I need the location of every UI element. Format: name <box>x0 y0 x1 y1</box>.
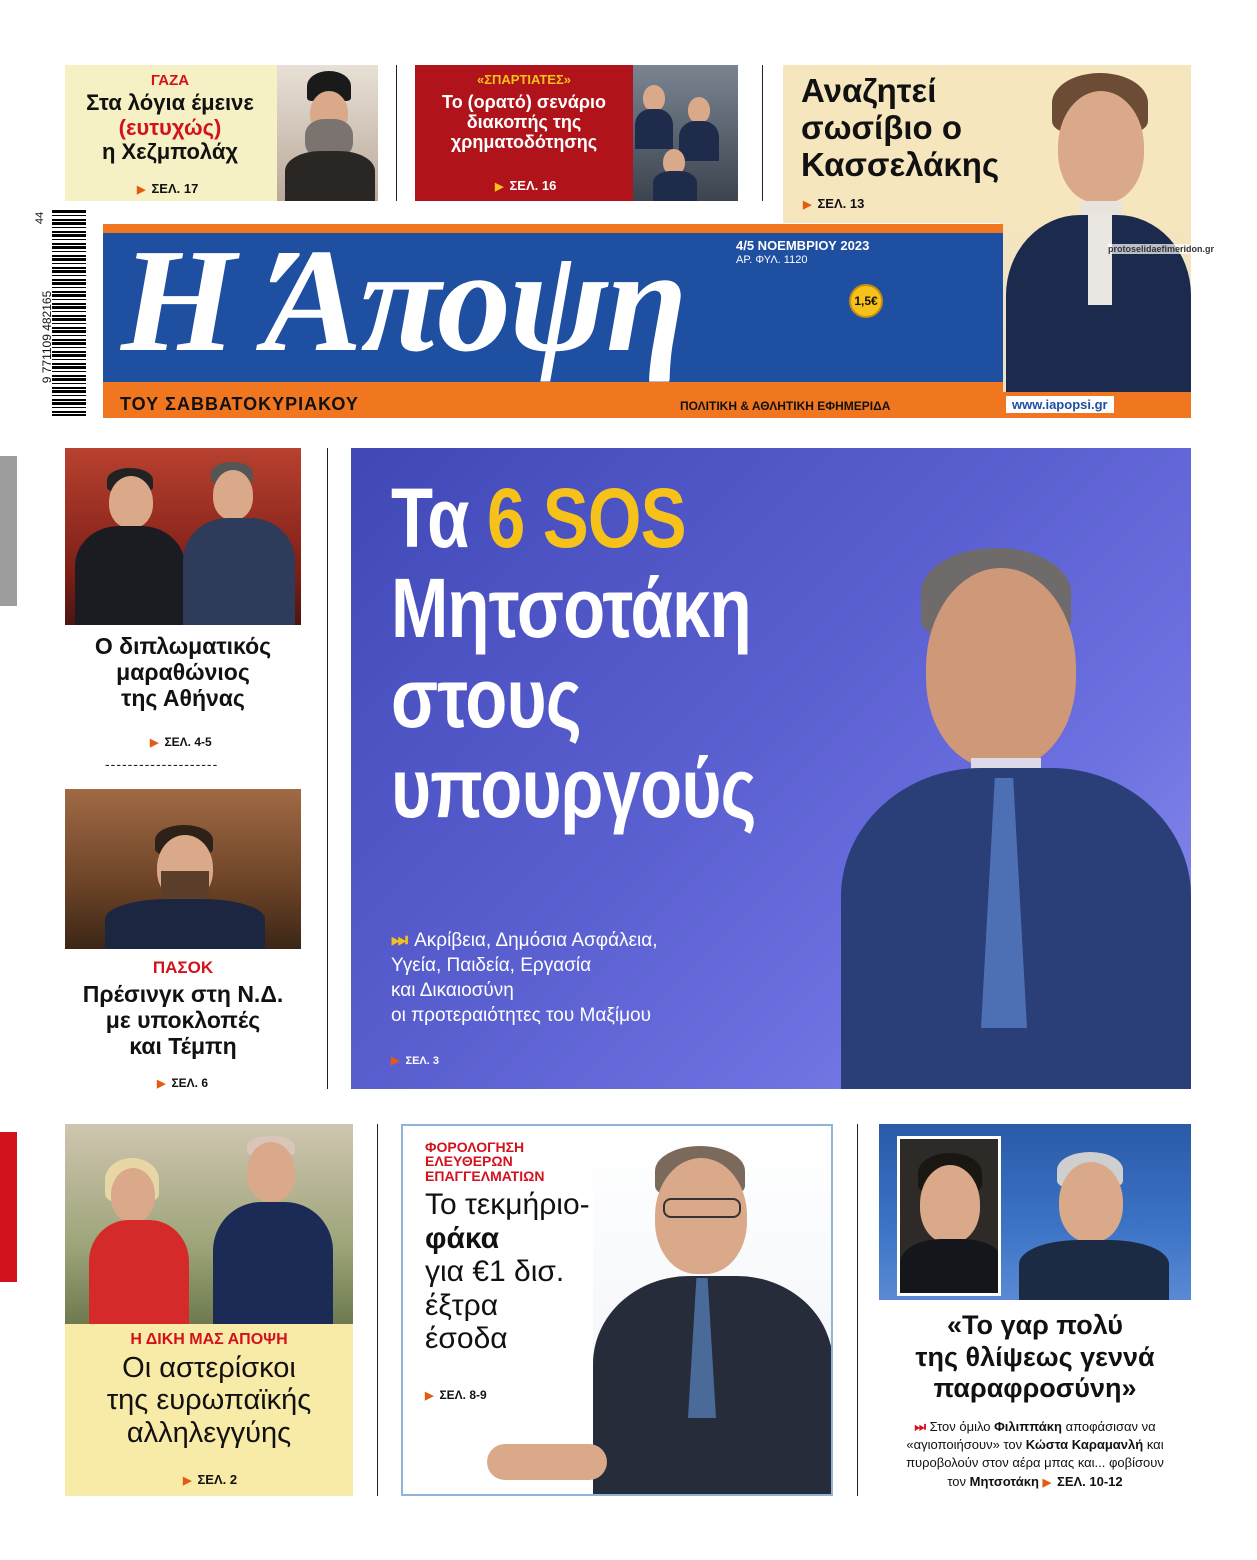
kasselakis-photo <box>1000 65 1191 416</box>
spartiates-line2: διακοπής της <box>466 112 582 133</box>
arrow-icon: ▶ <box>391 1055 400 1067</box>
masthead-subtitle: ΤΟΥ ΣΑΒΒΑΤΟΚΥΡΙΑΚΟΥ <box>120 394 359 414</box>
tax-page-ref[interactable]: ▶ ΣΕΛ. 8-9 <box>425 1388 487 1402</box>
opinion-kicker: Η ΔΙΚΗ ΜΑΣ ΑΠΟΨΗ <box>130 1331 288 1348</box>
kasselakis-line1: Αναζητεί <box>801 72 937 109</box>
story-tax[interactable] <box>401 1124 833 1496</box>
main-sub2: Υγεία, Παιδεία, Εργασία <box>391 955 592 977</box>
side-tab-grey <box>0 456 17 606</box>
karamanlis-page-ref[interactable]: ▶ ΣΕΛ. 10-12 <box>1042 1473 1123 1489</box>
arrow-icon: ▶ <box>157 1078 166 1090</box>
column-divider <box>327 448 328 1089</box>
pasok-line3: και Τέμπη <box>129 1032 237 1059</box>
main-line2: Μητσοτάκη <box>391 560 751 655</box>
story-spartiates[interactable] <box>415 65 738 201</box>
main-story[interactable] <box>351 448 1191 1089</box>
arrow-icon: ▶ <box>425 1390 434 1402</box>
story-opinion[interactable] <box>65 1324 353 1496</box>
diplomatic-line3: της Αθήνας <box>121 684 245 711</box>
barcode-top: 44 <box>34 211 47 225</box>
section-divider: -------------------- <box>105 756 219 772</box>
column-divider <box>857 1124 858 1496</box>
vonderleyen-mickoski-photo <box>65 1124 353 1324</box>
gaza-line1: Στα λόγια έμεινε <box>86 90 254 115</box>
masthead <box>103 219 1003 392</box>
opinion-line1: Οι αστερίσκοι <box>122 1352 296 1384</box>
tax-line3: για €1 δισ. <box>425 1255 565 1289</box>
pasok-line1: Πρέσινγκ στη Ν.Δ. <box>82 981 284 1007</box>
barcode-bars <box>52 210 86 416</box>
gaza-page-ref[interactable]: ▶ ΣΕΛ. 17 <box>137 181 199 196</box>
karamanlis-body: ⏭ Στον όμιλο Φιλιππάκη αποφάσισαν να «αγιοποιήσουν» τον Κώστα Καραμανλή και πυροβολούν στον αέρα μπας και... φοβίσουν τον Μητσοτάκη ▶ ΣΕΛ. 10-12 <box>906 1419 1164 1489</box>
hand-shape <box>487 1444 607 1480</box>
arrow-icon: ▶ <box>183 1475 192 1487</box>
main-line3: στους <box>391 650 581 745</box>
arrow-icon: ▶ <box>803 199 812 211</box>
tax-kicker2: ΕΛΕΥΘΕΡΩΝ <box>425 1153 513 1170</box>
gaza-line2: (ευτυχώς) <box>118 114 222 140</box>
kasselakis-line3: Κασσελάκης <box>801 145 1000 183</box>
tax-line5: έσοδα <box>425 1322 508 1356</box>
double-arrow-icon: ⏭ <box>391 930 409 951</box>
opinion-line3: αλληλεγγύης <box>126 1416 292 1449</box>
column-divider <box>762 65 763 201</box>
arrow-icon: ▶ <box>137 184 146 196</box>
arrow-icon: ▶ <box>150 737 159 749</box>
main-line1: Τα 6 SOS <box>391 471 686 565</box>
price-badge: 1,5€ <box>849 284 883 318</box>
column-divider <box>377 1124 378 1496</box>
diplomatic-page-ref[interactable]: ▶ ΣΕΛ. 4-5 <box>150 735 212 749</box>
tax-kicker1: ΦΟΡΟΛΟΓΗΣΗ <box>425 1139 525 1155</box>
main-sub1: Ακρίβεια, Δημόσια Ασφάλεια, <box>414 930 658 951</box>
opinion-line2: της ευρωπαϊκής <box>106 1384 312 1417</box>
side-tab-red <box>0 1132 17 1282</box>
watermark: protoselidaefimeridon.gr <box>1108 244 1215 254</box>
pasok-kicker: ΠΑΣΟΚ <box>152 958 214 977</box>
main-page-ref[interactable]: ▶ ΣΕΛ. 3 <box>391 1055 439 1067</box>
spartiates-page-ref[interactable]: ▶ ΣΕΛ. 16 <box>495 178 557 193</box>
kasselakis-page-ref[interactable]: ▶ ΣΕΛ. 13 <box>803 196 865 211</box>
column-divider <box>396 65 397 201</box>
double-arrow-icon: ⏭ <box>914 1419 930 1434</box>
pasok-line2: με υποκλοπές <box>105 1006 261 1033</box>
mitsotakis-photo <box>801 448 1191 1089</box>
karamanlis-line2: της θλίψεως γεννά <box>915 1341 1155 1372</box>
story-gaza[interactable] <box>65 65 378 201</box>
gaza-line3: η Χεζμπολάχ <box>101 139 239 165</box>
tax-line1: Το τεκμήριο- <box>425 1188 590 1221</box>
website-link[interactable]: www.iapopsi.gr <box>1006 396 1114 413</box>
main-line4: υπουργούς <box>391 740 756 835</box>
diplomatic-line1: Ο διπλωματικός <box>94 633 272 659</box>
masthead-date: 4/5 ΝΟΕΜΒΡΙΟΥ 2023 <box>736 238 870 253</box>
kasselakis-line2: σωσίβιο ο <box>801 108 962 146</box>
karamanlis-photo <box>879 1124 1191 1300</box>
karamanlis-line3: παραφροσύνη» <box>933 1373 1137 1404</box>
barcode-number: 9 771109 482165 <box>40 290 54 384</box>
diplomatic-line2: μαραθώνιος <box>116 658 250 685</box>
tax-line4: έξτρα <box>425 1288 499 1322</box>
xi-mitsotakis-photo <box>65 448 301 625</box>
spartiates-kicker: «ΣΠΑΡΤΙΑΤΕΣ» <box>477 72 571 87</box>
androulakis-photo <box>65 789 301 949</box>
masthead-title: Η Άποψη <box>121 219 686 383</box>
karamanlis-line1: «Το γαρ πολύ <box>946 1310 1124 1340</box>
arrow-icon: ▶ <box>495 181 504 193</box>
spartiates-line1: Το (ορατό) σενάριο <box>442 92 606 112</box>
hatzidakis-photo <box>593 1126 833 1496</box>
opinion-page-ref[interactable]: ▶ ΣΕΛ. 2 <box>183 1472 238 1487</box>
main-sub3: και Δικαιοσύνη <box>391 980 514 1002</box>
masthead-issue: ΑΡ. ΦΥΛ. 1120 <box>736 254 808 266</box>
pasok-page-ref[interactable]: ▶ ΣΕΛ. 6 <box>157 1076 209 1090</box>
tax-kicker3: ΕΠΑΓΓΕΛΜΑΤΙΩΝ <box>425 1167 545 1184</box>
nasrallah-photo <box>277 65 378 201</box>
main-sub4: οι προτεραιότητες του Μαξίμου <box>391 1005 651 1027</box>
barcode <box>32 210 88 416</box>
gaza-kicker: ΓΑΖΑ <box>150 72 190 89</box>
masthead-tagline: ΠΟΛΙΤΙΚΗ & ΑΘΛΗΤΙΚΗ ΕΦΗΜΕΡΙΔΑ <box>680 399 891 413</box>
spartiates-line3: χρηματοδότησης <box>450 132 598 153</box>
tax-line2: φάκα <box>425 1221 500 1255</box>
parliament-photo <box>633 65 738 201</box>
arrow-icon: ▶ <box>1042 1476 1052 1489</box>
